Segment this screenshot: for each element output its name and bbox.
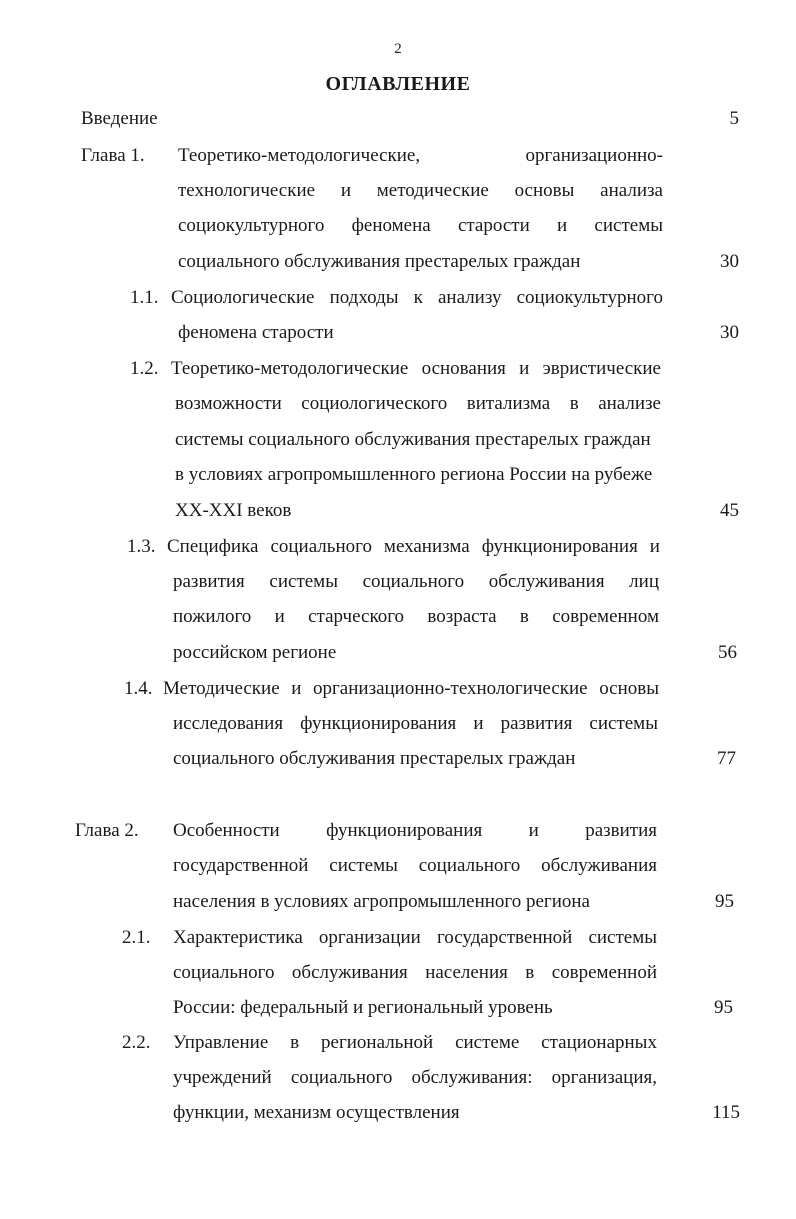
word: и <box>274 606 285 627</box>
word: анализу <box>438 287 502 308</box>
word: системы <box>588 927 657 948</box>
toc-page: 95 <box>715 891 734 912</box>
word: современном <box>552 606 659 627</box>
word: Теоретико-методологические, <box>178 145 421 166</box>
chapter-title-line <box>178 146 663 165</box>
word: старческого <box>308 606 405 627</box>
word: функционирования <box>300 713 457 734</box>
toc-page: 56 <box>718 642 737 663</box>
word: и <box>340 180 352 201</box>
word: социального <box>362 571 465 592</box>
word: анализе <box>598 393 661 414</box>
word: и <box>519 358 530 379</box>
word: и <box>473 713 484 734</box>
word: к <box>413 287 423 308</box>
word: функционирования <box>326 820 483 841</box>
word: Характеристика <box>173 927 303 948</box>
word: Управление <box>173 1032 269 1053</box>
page-title: ОГЛАВЛЕНИЕ <box>325 73 471 95</box>
word: организации <box>318 927 421 948</box>
chapter-title-line: населения в условиях агропромышленного региона <box>173 891 590 912</box>
word: Теоретико-методологические <box>171 358 409 379</box>
word: старости <box>457 215 530 236</box>
section-number: 2.1. <box>122 927 151 948</box>
section-title-line <box>173 607 659 626</box>
chapter-title-line <box>178 216 663 235</box>
word: системы <box>594 215 663 236</box>
word: эвристические <box>542 358 661 379</box>
toc-label: Введение <box>81 108 158 129</box>
word: основы <box>514 180 575 201</box>
word: обслуживания: <box>411 1067 533 1088</box>
toc-page: 30 <box>720 251 739 272</box>
word: и <box>649 536 660 557</box>
section-title-line: феномена старости <box>178 322 334 343</box>
word: социального <box>270 536 372 557</box>
toc-page: 5 <box>729 108 739 129</box>
chapter-title-line <box>173 821 657 840</box>
toc-page: 77 <box>717 748 736 769</box>
word: государственной <box>436 927 573 948</box>
section-title-line <box>163 679 659 698</box>
word: обслуживания <box>541 855 657 876</box>
section-title-line <box>173 572 659 591</box>
word: государственной <box>173 855 309 876</box>
word: развития <box>500 713 573 734</box>
word: в <box>290 1032 300 1053</box>
section-title-line: российском регионе <box>173 642 337 663</box>
word: организационно-технологические <box>313 678 588 699</box>
section-title-line <box>171 359 661 378</box>
section-title-line: системы социального обслуживания престарелых граждан <box>175 429 651 450</box>
word: Особенности <box>173 820 280 841</box>
section-number: 1.4. <box>124 678 153 699</box>
word: социологического <box>301 393 448 414</box>
section-number: 1.2. <box>130 358 159 379</box>
word: системе <box>455 1032 520 1053</box>
word: учреждений <box>173 1067 272 1088</box>
word: системы <box>589 713 658 734</box>
toc-page: 115 <box>712 1102 740 1123</box>
word: и <box>557 215 568 236</box>
word: механизма <box>383 536 470 557</box>
word: социокультурного <box>178 215 325 236</box>
word: социального <box>290 1067 393 1088</box>
section-title-line <box>167 537 660 556</box>
word: основы <box>599 678 659 699</box>
word: основания <box>421 358 506 379</box>
word: развития <box>173 571 245 592</box>
word: исследования <box>173 713 284 734</box>
toc-page: 95 <box>714 997 733 1018</box>
word: лиц <box>629 571 659 592</box>
word: Социологические <box>171 287 315 308</box>
word: в <box>569 393 579 414</box>
word: в <box>525 962 535 983</box>
section-number: 1.3. <box>127 536 156 557</box>
section-title-line <box>173 1033 657 1052</box>
section-title-line <box>173 714 658 733</box>
chapter-label: Глава 1. <box>81 145 145 166</box>
section-number: 2.2. <box>122 1032 151 1053</box>
word: обслуживания <box>488 571 605 592</box>
word: Методические <box>163 678 280 699</box>
section-title-line <box>173 928 657 947</box>
chapter-title-line <box>173 856 657 875</box>
word: и <box>528 820 539 841</box>
section-title-line: функции, механизм осуществления <box>173 1102 460 1123</box>
word: развития <box>585 820 657 841</box>
section-title-line: социального обслуживания престарелых граждан <box>173 748 576 769</box>
word: анализа <box>600 180 663 201</box>
section-title-line <box>171 288 663 307</box>
section-title-line <box>175 394 661 413</box>
section-title-line <box>173 1068 657 1087</box>
section-title-line: России: федеральный и региональный уровень <box>173 997 553 1018</box>
word: региональной <box>321 1032 434 1053</box>
word: населения <box>425 962 508 983</box>
word: витализма <box>466 393 551 414</box>
word: методические <box>376 180 489 201</box>
word: в <box>519 606 529 627</box>
toc-page: 30 <box>720 322 739 343</box>
section-title-line: XX-XXI веков <box>175 500 292 521</box>
toc-page: 45 <box>720 500 739 521</box>
word: организация, <box>551 1067 657 1088</box>
word: современной <box>551 962 657 983</box>
word: организационно- <box>525 145 663 166</box>
word: технологические <box>178 180 316 201</box>
word: социального <box>418 855 521 876</box>
word: обслуживания <box>291 962 408 983</box>
section-title-line: в условиях агропромышленного региона России на рубеже <box>175 464 653 485</box>
chapter-title-line: социального обслуживания престарелых граждан <box>178 251 581 272</box>
word: возможности <box>175 393 282 414</box>
word: феномена <box>351 215 431 236</box>
word: социокультурного <box>516 287 663 308</box>
word: стационарных <box>541 1032 657 1053</box>
page-number: 2 <box>394 41 402 57</box>
word: функционирования <box>481 536 638 557</box>
chapter-title-line <box>178 181 663 200</box>
word: пожилого <box>173 606 252 627</box>
section-title-line <box>173 963 657 982</box>
chapter-label: Глава 2. <box>75 820 139 841</box>
word: возраста <box>427 606 497 627</box>
word: и <box>291 678 302 699</box>
word: системы <box>329 855 398 876</box>
word: подходы <box>329 287 399 308</box>
word: социального <box>173 962 275 983</box>
section-number: 1.1. <box>130 287 159 308</box>
word: Специфика <box>167 536 259 557</box>
word: системы <box>269 571 338 592</box>
